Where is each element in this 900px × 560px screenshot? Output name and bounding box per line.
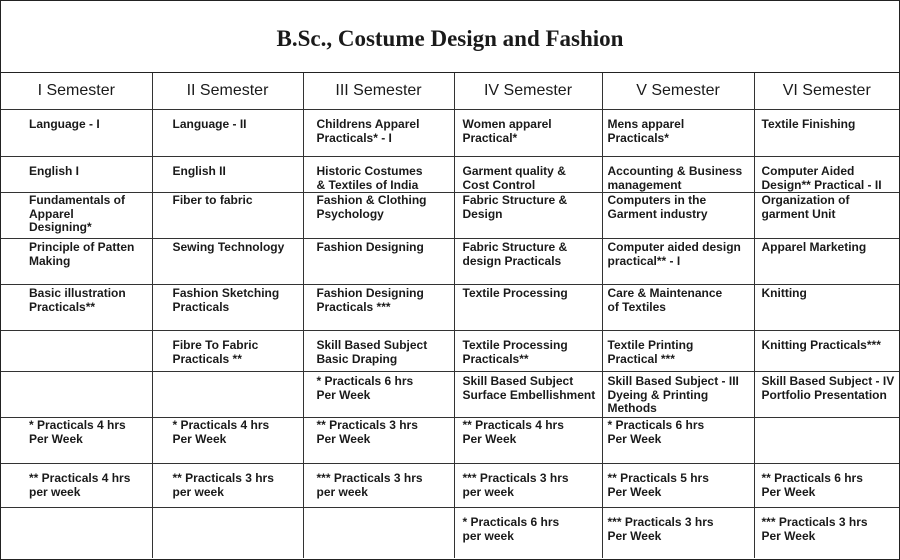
- cell-text: * Practicals 6 hrs Per Week: [607, 418, 705, 446]
- table-cell: [454, 193, 602, 239]
- semester-table: [1, 73, 899, 558]
- cell-text: Fashion Sketching Practicals: [172, 286, 280, 314]
- cell-text: Skill Based Subject - IV Portfolio Presentation: [761, 374, 895, 402]
- table-cell: [152, 464, 303, 508]
- table-cell: [754, 508, 899, 559]
- table-cell: [754, 239, 899, 285]
- cell-text: * Practicals 6 hrs Per Week: [316, 374, 414, 402]
- cell-text: Organization of garment Unit: [761, 193, 850, 221]
- table-cell: [303, 331, 454, 372]
- cell-text: Apparel Marketing: [761, 240, 867, 254]
- semester-header: II Semester: [152, 73, 303, 110]
- cell-text: Textile Processing Practicals**: [462, 338, 568, 366]
- table-row: [1, 239, 899, 285]
- cell-text: Principle of Patten Making: [29, 240, 135, 268]
- cell-text: Garment quality & Cost Control: [462, 164, 566, 192]
- cell-text: Care & Maintenance of Textiles: [607, 286, 723, 314]
- cell-text: [1, 372, 152, 375]
- table-cell: [454, 418, 602, 464]
- cell-text: * Practicals 4 hrs Per Week: [29, 418, 126, 446]
- cell-text: Women apparel Practical*: [462, 117, 552, 145]
- table-cell: [303, 372, 454, 418]
- cell-text: Historic Costumes & Textiles of India: [316, 164, 423, 192]
- cell-text: Fabric Structure & Design: [462, 193, 568, 221]
- cell-text: [153, 508, 303, 516]
- cell-text: *** Practicals 3 hrs Per Week: [607, 515, 714, 543]
- cell-text: * Practicals 4 hrs Per Week: [172, 418, 270, 446]
- table-cell: [152, 331, 303, 372]
- semester-header: III Semester: [303, 73, 454, 110]
- cell-text: *** Practicals 3 hrs Per Week: [761, 515, 868, 543]
- table-cell: [303, 157, 454, 193]
- cell-text: Skill Based Subject - III Dyeing & Printing Methods: [607, 374, 739, 415]
- table-cell: [602, 464, 754, 508]
- table-row: [1, 110, 899, 157]
- table-cell: [152, 239, 303, 285]
- table-cell: [454, 464, 602, 508]
- cell-text: Fashion & Clothing Psychology: [316, 193, 427, 221]
- cell-text: Accounting & Business management: [607, 164, 743, 192]
- cell-text: [755, 418, 900, 419]
- cell-text: Knitting Practicals***: [761, 338, 881, 352]
- table-row: [1, 193, 899, 239]
- cell-text: Sewing Technology: [172, 240, 285, 254]
- semester-header: V Semester: [602, 73, 754, 110]
- table-cell: [454, 239, 602, 285]
- table-cell: [303, 418, 454, 464]
- cell-text: [1, 508, 152, 516]
- table-row: [1, 464, 899, 508]
- cell-text: Language - II: [172, 117, 247, 131]
- cell-text: Childrens Apparel Practicals* - I: [316, 117, 420, 145]
- cell-text: Computer aided design practical** - I: [607, 240, 741, 268]
- table-cell: [602, 372, 754, 418]
- table-cell: [754, 193, 899, 239]
- table-cell: [602, 508, 754, 559]
- cell-text: Skill Based Subject Surface Embellishment: [462, 374, 596, 402]
- table-row: [1, 418, 899, 464]
- table-cell: [602, 418, 754, 464]
- table-cell: [303, 285, 454, 331]
- cell-text: * Practicals 6 hrs per week: [462, 515, 560, 543]
- cell-text: Knitting: [761, 286, 807, 300]
- cell-text: ** Practicals 4 hrs Per Week: [462, 418, 564, 446]
- table-cell: [454, 157, 602, 193]
- table-cell: [152, 508, 303, 559]
- table-cell: [454, 508, 602, 559]
- cell-text: Skill Based Subject Basic Draping: [316, 338, 428, 366]
- table-cell: [602, 239, 754, 285]
- cell-text: Textile Printing Practical ***: [607, 338, 694, 366]
- table-cell: [602, 285, 754, 331]
- cell-text: ** Practicals 6 hrs Per Week: [761, 471, 863, 499]
- cell-text: ** Practicals 3 hrs per week: [172, 471, 274, 499]
- table-cell: [303, 110, 454, 157]
- table-cell: [454, 110, 602, 157]
- cell-text: ** Practicals 3 hrs Per Week: [316, 418, 418, 446]
- table-cell: [1, 372, 152, 418]
- table-cell: [454, 331, 602, 372]
- table-row: [1, 372, 899, 418]
- cell-text: Textile Finishing: [761, 117, 856, 131]
- table-cell: [1, 464, 152, 508]
- table-cell: [602, 157, 754, 193]
- cell-text: Computers in the Garment industry: [607, 193, 708, 221]
- cell-text: *** Practicals 3 hrs per week: [462, 471, 569, 499]
- cell-text: Fundamentals of Apparel Designing*: [29, 193, 126, 234]
- table-cell: [152, 372, 303, 418]
- cell-text: Computer Aided Design** Practical - II: [761, 164, 882, 192]
- cell-text: [153, 372, 303, 375]
- cell-text: ** Practicals 5 hrs Per Week: [607, 471, 709, 499]
- table-cell: [152, 193, 303, 239]
- cell-text: [304, 508, 454, 516]
- table-cell: [1, 193, 152, 239]
- table-cell: [754, 157, 899, 193]
- semester-header: VI Semester: [754, 73, 899, 110]
- table-cell: [754, 110, 899, 157]
- semester-header: I Semester: [1, 73, 152, 110]
- cell-text: Basic illustration Practicals**: [29, 286, 126, 314]
- table-cell: [1, 418, 152, 464]
- table-cell: [1, 285, 152, 331]
- cell-text: Fashion Designing: [316, 240, 424, 254]
- table-cell: [1, 508, 152, 559]
- cell-text: Fiber to fabric: [172, 193, 253, 207]
- table-cell: [303, 239, 454, 285]
- table-cell: [152, 418, 303, 464]
- table-cell: [454, 372, 602, 418]
- cell-text: *** Practicals 3 hrs per week: [316, 471, 423, 499]
- cell-text: Fibre To Fabric Practicals **: [172, 338, 259, 366]
- table-cell: [454, 285, 602, 331]
- table-cell: [754, 372, 899, 418]
- cell-text: English II: [172, 164, 226, 178]
- table-cell: [754, 464, 899, 508]
- table-cell: [152, 157, 303, 193]
- table-cell: [303, 193, 454, 239]
- table-cell: [754, 418, 899, 464]
- cell-text: ** Practicals 4 hrs per week: [29, 471, 131, 499]
- table-cell: [152, 110, 303, 157]
- header-row: [1, 73, 899, 110]
- semester-header: IV Semester: [454, 73, 602, 110]
- table-cell: [1, 110, 152, 157]
- table-cell: [1, 157, 152, 193]
- cell-text: English I: [29, 164, 80, 178]
- table-cell: [602, 110, 754, 157]
- cell-text: Language - I: [29, 117, 100, 131]
- cell-text: Fashion Designing Practicals ***: [316, 286, 424, 314]
- table-cell: [152, 285, 303, 331]
- table-cell: [1, 239, 152, 285]
- page-title: B.Sc., Costume Design and Fashion: [1, 1, 899, 73]
- table-cell: [754, 331, 899, 372]
- table-cell: [1, 331, 152, 372]
- table-row: [1, 285, 899, 331]
- cell-text: [1, 331, 152, 339]
- table-cell: [303, 508, 454, 559]
- table-cell: [754, 285, 899, 331]
- table-cell: [303, 464, 454, 508]
- table-cell: [602, 193, 754, 239]
- cell-text: Fabric Structure & design Practicals: [462, 240, 568, 268]
- table-row: [1, 157, 899, 193]
- table-row: [1, 331, 899, 372]
- table-cell: [602, 331, 754, 372]
- cell-text: Mens apparel Practicals*: [607, 117, 685, 145]
- cell-text: Textile Processing: [462, 286, 568, 300]
- table-row: [1, 508, 899, 559]
